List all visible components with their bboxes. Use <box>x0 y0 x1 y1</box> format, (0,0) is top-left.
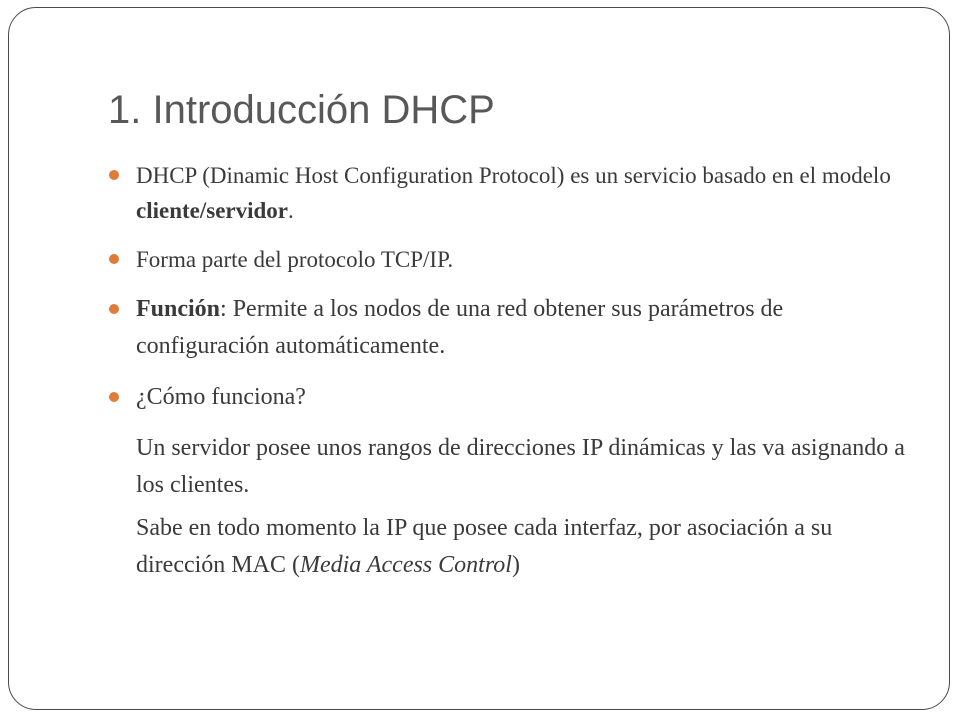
slide-title: 1. Introducción DHCP <box>108 88 495 132</box>
bullet-text: DHCP (Dinamic Host Configuration Protocol) es un servicio basado en el modelo <box>136 163 891 188</box>
bullet-dot-icon <box>109 254 119 264</box>
bullet-text: Forma parte del protocolo TCP/IP. <box>136 247 454 272</box>
bullet-item-definition <box>136 158 916 228</box>
bullet-dot-icon <box>109 304 119 314</box>
paragraph-italic-text: Media Access Control <box>299 552 512 578</box>
bullet-bold-text: Función <box>136 296 221 322</box>
paragraph-text-end: ) <box>511 552 520 578</box>
bullet-text-end: . <box>288 198 294 223</box>
paragraph-mac-association <box>136 510 916 584</box>
bullet-text: : Permite a los nodos de una red obtener sus parámetros de configuración automáticamente. <box>136 296 784 359</box>
bullet-text: ¿Cómo funciona? <box>136 384 306 410</box>
bullet-item-protocol <box>136 242 916 277</box>
bullet-item-function <box>136 291 916 365</box>
paragraph-text: Sabe en todo momento la IP que posee cada interfaz, por asociación a su dirección MAC ( <box>136 515 833 578</box>
bullet-bold-text: cliente/servidor <box>136 198 289 223</box>
slide-content <box>136 158 916 598</box>
bullet-dot-icon <box>109 170 119 180</box>
bullet-dot-icon <box>109 392 119 402</box>
paragraph-server-ranges: Un servidor posee unos rangos de direcciones IP dinámicas y las va asignando a los clientes. <box>136 435 905 498</box>
bullet-item-how-it-works <box>136 379 916 416</box>
